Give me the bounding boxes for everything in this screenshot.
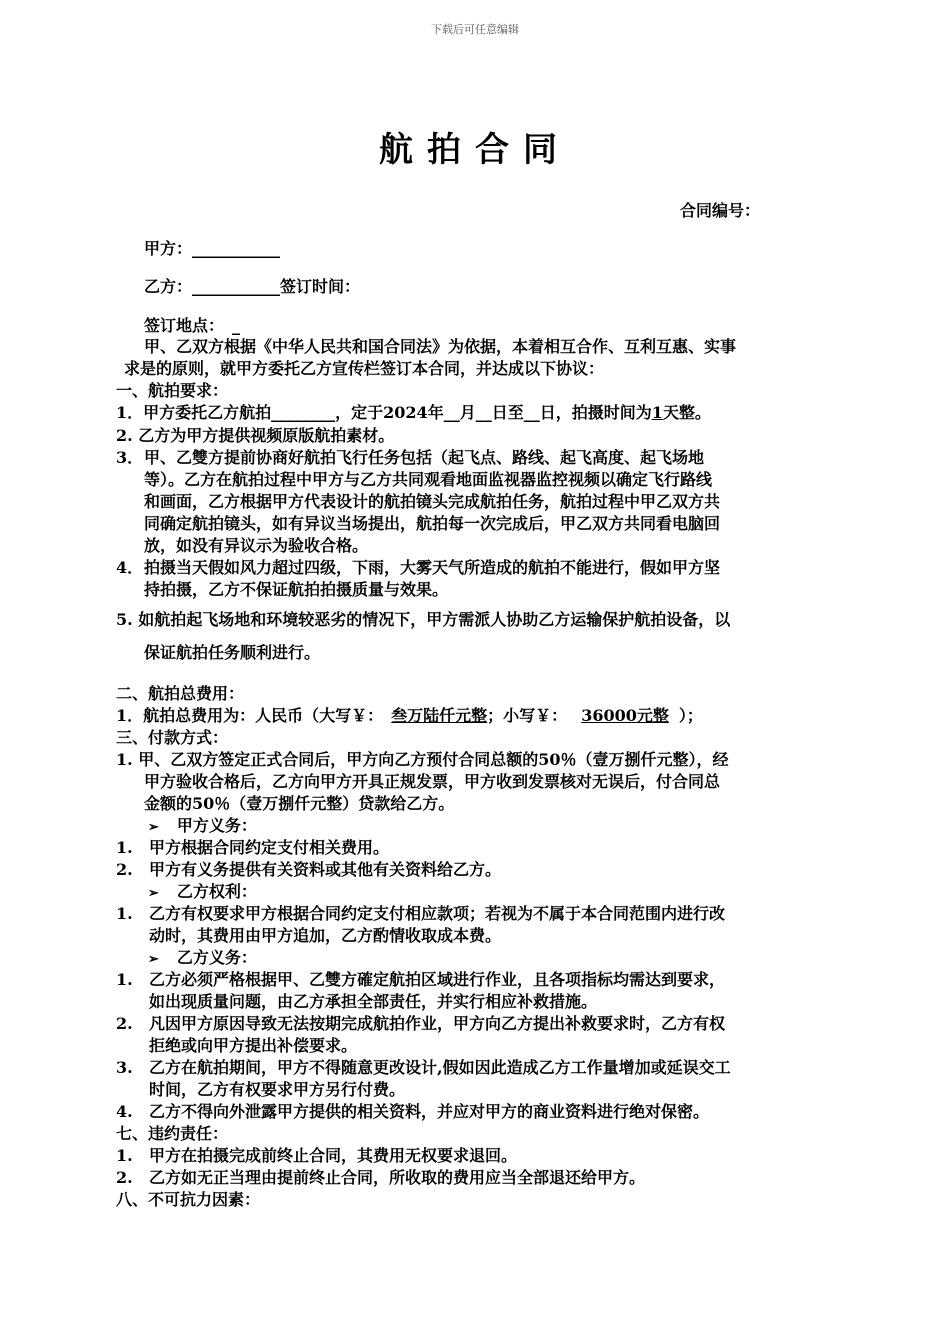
a-duty-item-2-text: 甲方有义务提供有关资料或其他有关资料给乙方。 — [149, 860, 502, 879]
fee-uppercase: 叁万陆仟元整 — [391, 706, 488, 725]
party-a-blank: ___________ — [192, 239, 281, 258]
s1-item-5-line-2: 保证航拍任务顺利进行。 — [144, 643, 321, 662]
b-duty-item-3-line-1 — [116, 1057, 731, 1079]
s1-item-3-line-5: 放，如没有异议示为验收合格。 — [144, 536, 369, 555]
b-duty-item-1-line-2: 如出现质量问题，由乙方承担全部责任，并实行相应补救措施。 — [149, 992, 598, 1011]
s1-item-1-year: 2024 — [383, 403, 428, 422]
s1-item-3-line-3: 和画面，乙方根据甲方代表设计的航拍镜头完成航拍任务，航拍过程中甲乙双方共 — [144, 492, 721, 511]
b-duty-item-2-num: 2. — [116, 1014, 133, 1033]
b-right-num: 1. — [116, 904, 133, 923]
s1-item-2-text: 乙方为甲方提供视频原版航拍素材。 — [138, 426, 395, 445]
s2-text-b: ；小写￥： — [487, 706, 568, 725]
party-a-line — [144, 238, 280, 260]
s1-item-5-num: 5. — [116, 610, 133, 629]
party-b-label: 乙方： — [144, 277, 193, 296]
b-right-text-1: 乙方有权要求甲方根据合同约定支付相应款项；若视为不属于本合同范围内进行改 — [149, 904, 726, 923]
party-b-duty-heading — [148, 947, 257, 971]
a-duty-item-1 — [116, 837, 389, 859]
s1-item-1 — [116, 402, 711, 424]
section-8-heading: 八、不可抗力因素： — [116, 1190, 261, 1209]
s2-fee-line — [116, 705, 703, 727]
preamble-line-1: 甲、乙双方根据《中华人民共和国合同法》为依据，本着相互合作、互利互惠、实事 — [144, 337, 737, 356]
s7-item-2-text: 乙方如无正当理由提前终止合同，所收取的费用应当全部退还给甲方。 — [149, 1168, 646, 1187]
sign-place-line — [144, 315, 240, 337]
contract-title: 航拍合同 — [379, 130, 571, 170]
s1-item-1-text-a: 甲方委托乙方航拍________，定于 — [143, 403, 384, 422]
a-duty-item-1-num: 1. — [116, 838, 133, 857]
contract-number-label: 合同编号： — [680, 201, 761, 220]
arrow-bullet-icon: ➢ — [148, 952, 159, 967]
s3-num: 1. — [116, 750, 133, 769]
s1-item-4-line-2: 持拍摄，乙方不保证航拍拍摄质量与效果。 — [144, 580, 449, 599]
a-duty-item-2 — [116, 859, 501, 881]
s1-item-2-num: 2. — [116, 426, 133, 445]
s1-item-3-line-1: 甲、乙雙方提前协商好航拍飞行任务包括（起飞点、路线、起飞高度、起飞场地 — [144, 448, 705, 467]
b-duty-item-1-num: 1. — [116, 970, 133, 989]
s2-num: 1． — [116, 706, 144, 725]
b-duty-item-4-num: 4. — [116, 1102, 133, 1121]
party-b-line — [144, 276, 360, 298]
s1-item-3-num: 3． — [116, 448, 144, 467]
b-right-line-1 — [116, 903, 725, 925]
s2-text-d: ）； — [678, 706, 703, 725]
b-duty-item-3-line-2: 时间，乙方有权要求甲方另行付费。 — [149, 1080, 406, 1099]
arrow-bullet-icon: ➢ — [148, 820, 159, 835]
header-note: 下载后可任意编辑 — [431, 23, 519, 36]
s1-item-1-num: 1． — [116, 403, 144, 422]
s1-item-2 — [116, 425, 394, 447]
sign-time-label: 签订时间： — [280, 277, 361, 296]
s1-item-1-text-c: 天整。 — [662, 403, 711, 422]
section-1-heading: 一、航拍要求： — [116, 381, 229, 400]
b-duty-item-3-text: 乙方在航拍期间，甲方不得随意更改设计,假如因此造成乙方工作量增加或延误交工 — [149, 1058, 731, 1077]
b-duty-item-4-text: 乙方不得向外泄露甲方提供的相关资料，并应对甲方的商业资料进行绝对保密。 — [149, 1102, 710, 1121]
s1-item-5-text: 如航拍起飞场地和环境较恶劣的情况下，甲方需派人协助乙方运输保护航拍设备，以 — [138, 610, 731, 629]
s1-item-4-num: 4． — [116, 558, 144, 577]
s3-text-1: 甲、乙双方签定正式合同后，甲方向乙方预付合同总额的50％（壹万捌仟元整），经 — [138, 750, 729, 769]
s2-text-c: 元整 — [636, 706, 669, 725]
b-duty-item-2-line-1 — [116, 1013, 725, 1035]
s7-item-2 — [116, 1167, 645, 1189]
section-7-heading: 七、违约责任： — [116, 1124, 229, 1143]
sign-place-label: 签订地点： — [144, 316, 225, 335]
party-b-right-heading — [148, 881, 257, 905]
s1-item-3-line-2: 等）。乙方在航拍过程中甲方与乙方共同观看地面监视器监控视频以确定飞行路线 — [144, 470, 713, 489]
s7-item-1 — [116, 1145, 517, 1167]
b-duty-item-2-text: 凡因甲方原因导致无法按期完成航拍作业，甲方向乙方提出补救要求时，乙方有权 — [149, 1014, 726, 1033]
section-3-heading: 三、付款方式： — [116, 728, 229, 747]
s1-item-5-line-1 — [116, 609, 730, 631]
s7-item-1-num: 1. — [116, 1146, 133, 1165]
party-b-duty-title: 乙方义务： — [176, 948, 257, 967]
party-b-right-title: 乙方权利： — [176, 882, 257, 901]
a-duty-item-2-num: 2. — [116, 860, 133, 879]
s3-line-1 — [116, 749, 729, 771]
s2-text-a: 航拍总费用为：人民币（大写￥： — [143, 706, 384, 725]
s1-item-1-text-b: 年__月__日至__日，拍摄时间为 — [427, 403, 652, 422]
a-duty-item-1-text: 甲方根据合同约定支付相关费用。 — [149, 838, 390, 857]
b-duty-item-2-line-2: 拒绝或向甲方提出补偿要求。 — [149, 1036, 358, 1055]
s1-item-1-days: 1 — [651, 403, 663, 422]
preamble-line-2: 求是的原则，就甲方委托乙方宣传栏签订本合同，并达成以下协议： — [124, 359, 605, 378]
party-a-label: 甲方： — [144, 239, 193, 258]
sign-place-blank: _ — [232, 316, 241, 335]
s1-item-4-line-1: 拍摄当天假如风力超过四级，下雨，大雾天气所造成的航拍不能进行，假如甲方坚 — [144, 558, 721, 577]
s3-line-3: 金额的50％（壹万捌仟元整）贷款给乙方。 — [144, 794, 455, 813]
party-b-blank: ___________ — [192, 277, 281, 296]
b-duty-item-3-num: 3. — [116, 1058, 133, 1077]
s3-line-2: 甲方验收合格后，乙方向甲方开具正规发票，甲方收到发票核对无误后，付合同总 — [144, 772, 721, 791]
fee-lowercase: 36000 — [581, 706, 637, 725]
b-duty-item-4 — [116, 1101, 709, 1123]
section-2-heading: 二、航拍总费用： — [116, 684, 245, 703]
party-a-duty-title: 甲方义务： — [176, 816, 257, 835]
b-right-line-2: 动时，其费用由甲方追加，乙方酌情收取成本费。 — [149, 926, 502, 945]
s7-item-2-num: 2. — [116, 1168, 133, 1187]
party-a-duty-heading — [148, 815, 257, 839]
arrow-bullet-icon: ➢ — [148, 886, 159, 901]
b-duty-item-1-line-1 — [116, 969, 725, 991]
b-duty-item-1-text: 乙方必须严格根据甲、乙雙方確定航拍区域进行作业，且各项指标均需达到要求， — [149, 970, 726, 989]
s7-item-1-text: 甲方在拍摄完成前终止合同，其费用无权要求退回。 — [149, 1146, 518, 1165]
s1-item-3-line-4: 同确定航拍镜头，如有异议当场提出，航拍每一次完成后，甲乙双方共同看电脑回 — [144, 514, 721, 533]
